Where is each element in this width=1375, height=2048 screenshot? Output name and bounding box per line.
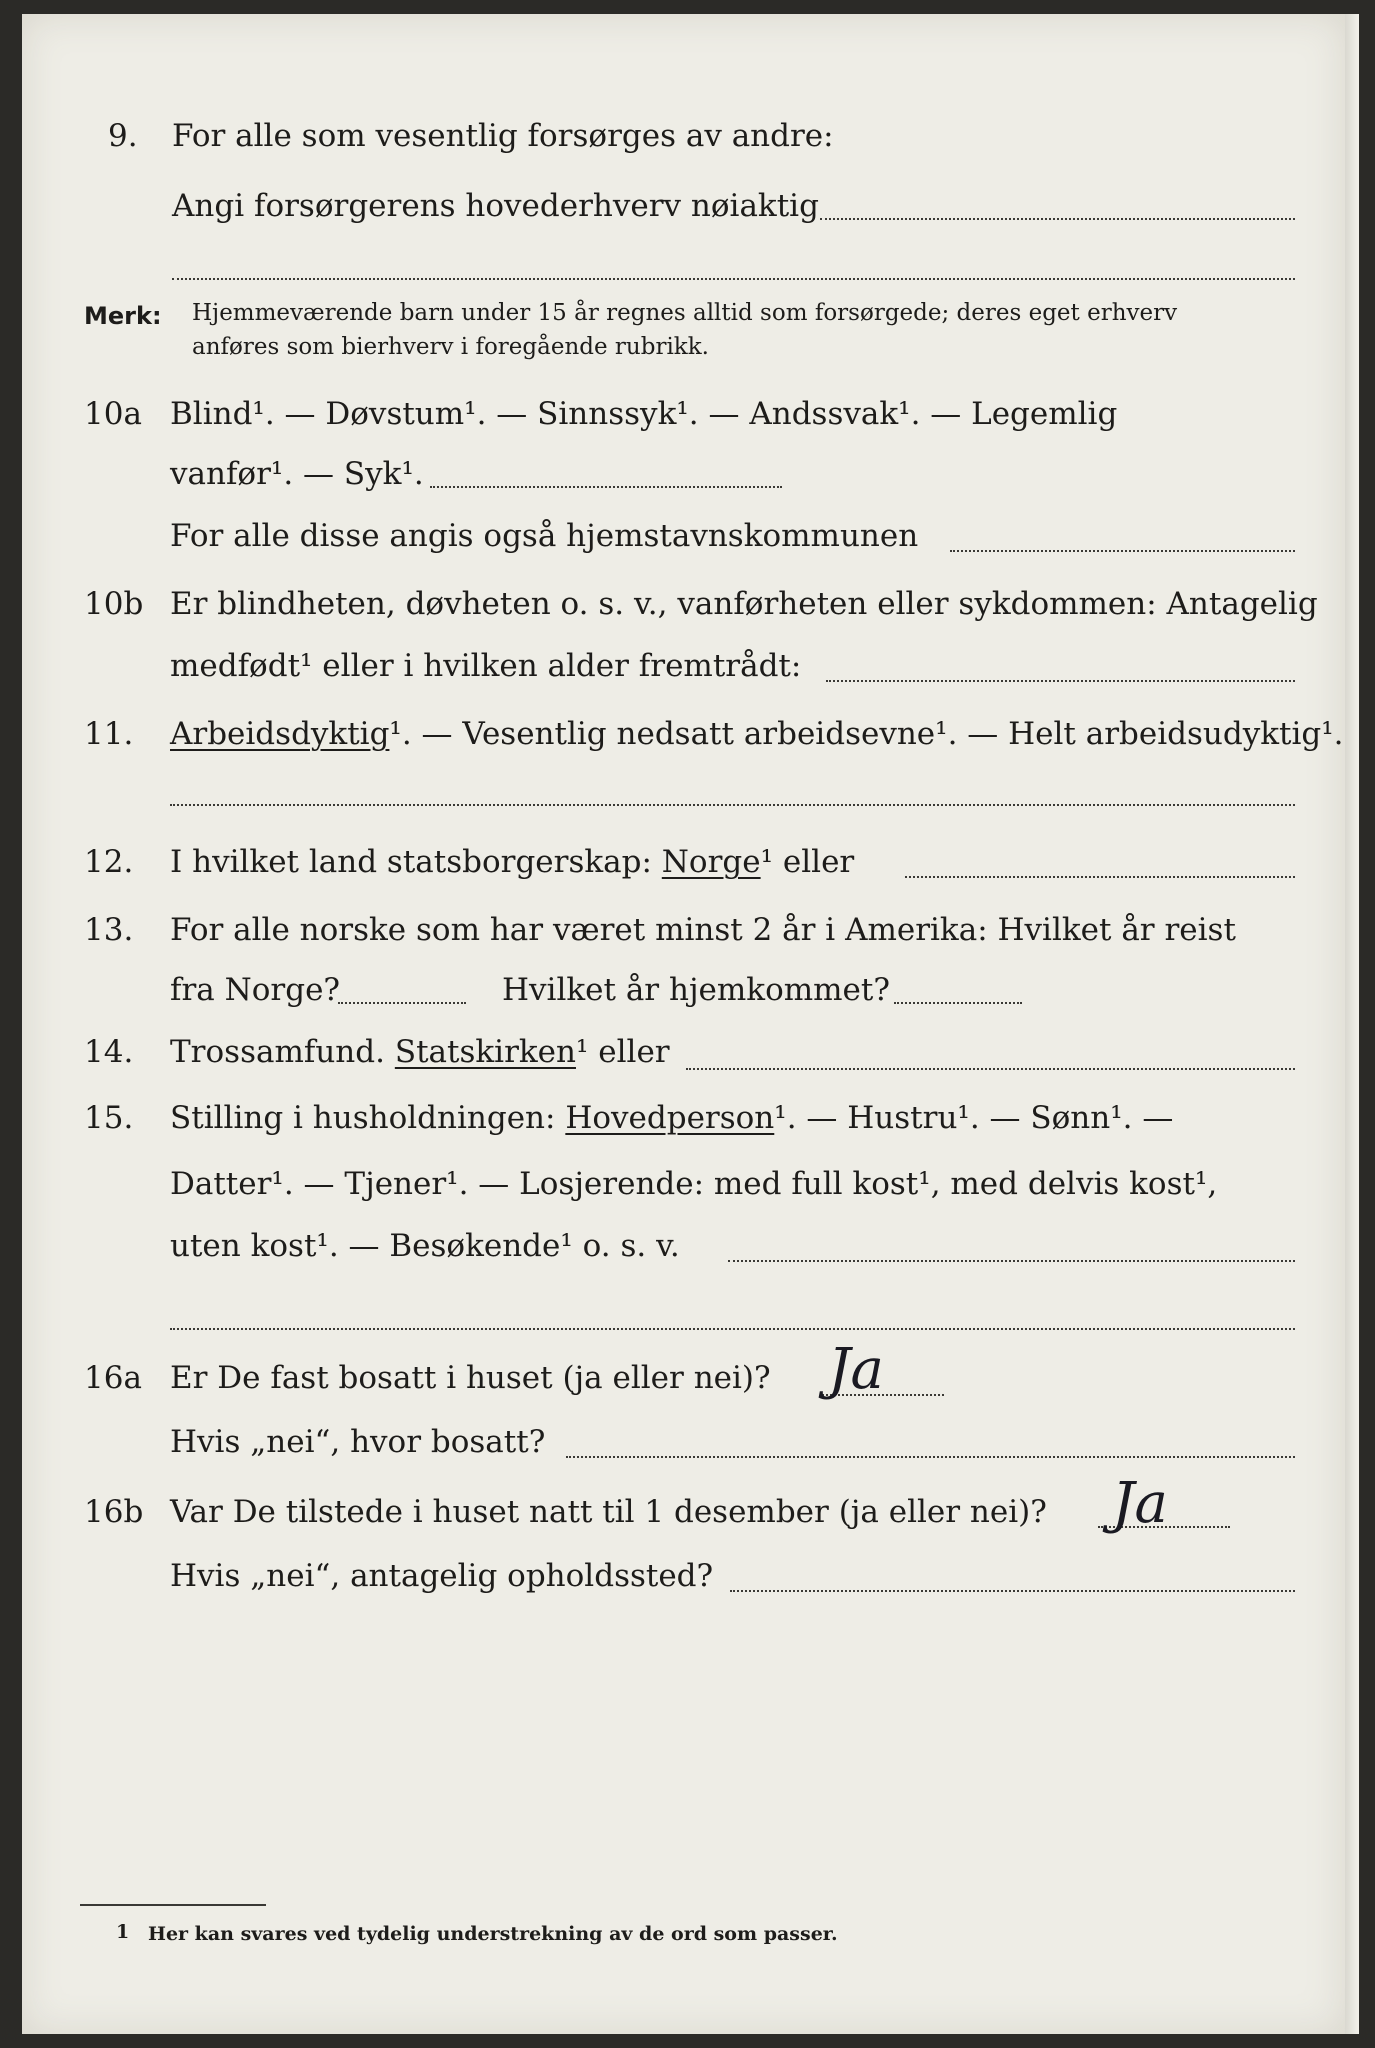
q10b-line2: medfødt¹ eller i hvilken alder fremtrådt: — [170, 648, 802, 684]
merk-label: Merk: — [84, 302, 162, 330]
q11-rest: ¹. — Vesentlig nedsatt arbeidsevne¹. — Helt arbeidsudyktig¹. — [389, 716, 1344, 752]
q10b-line1: Er blindheten, døvheten o. s. v., vanførheten eller sykdommen: Antagelig — [170, 586, 1318, 622]
q15-line1 — [170, 1100, 1173, 1136]
q14-pre: Trossamfund. — [170, 1034, 385, 1070]
q16a-line2: Hvis „nei“, hvor bosatt? — [170, 1424, 546, 1460]
q14-underlined: Statskirken — [394, 1034, 576, 1070]
q15-number: 15. — [84, 1100, 134, 1136]
q13-line1: For alle norske som har været minst 2 år i Amerika: Hvilket år reist — [170, 912, 1236, 948]
q11-underlined: Arbeidsdyktig — [170, 716, 390, 752]
merk-line1: Hjemmeværende barn under 15 år regnes alltid som forsørgede; deres eget erhverv — [192, 300, 1178, 326]
q11-answer-line[interactable] — [170, 804, 1295, 806]
q11-number: 11. — [84, 716, 134, 752]
q10b-number: 10b — [84, 586, 144, 622]
q10b-answer-line[interactable] — [826, 680, 1295, 682]
q12-answer-line[interactable] — [905, 876, 1295, 878]
q14-line — [170, 1034, 670, 1070]
q9-answer-line-2[interactable] — [172, 278, 1295, 280]
q16a-answer: Ja — [828, 1337, 884, 1402]
q16a-residence-line[interactable] — [566, 1456, 1295, 1458]
q15-underlined: Hovedperson — [565, 1100, 775, 1136]
q10a-answer-line[interactable] — [430, 486, 782, 488]
q16b-answer: Ja — [1112, 1471, 1168, 1536]
q10a-number: 10a — [84, 396, 142, 432]
q16b-whereabouts-line[interactable] — [730, 1590, 1295, 1592]
q10a-line2: vanfør¹. — Syk¹. — [170, 456, 424, 492]
q9-number: 9. — [108, 118, 138, 154]
q16a-number: 16a — [84, 1360, 142, 1396]
q13-line2b: Hvilket år hjemkommet? — [502, 972, 890, 1008]
q12-number: 12. — [84, 844, 134, 880]
q14-post: ¹ eller — [575, 1034, 670, 1070]
merk-line2: anføres som bierhverv i foregående rubrikk. — [192, 334, 709, 360]
q15-line3: uten kost¹. — Besøkende¹ o. s. v. — [170, 1228, 680, 1264]
q11-line1 — [170, 716, 1344, 752]
footnote-text: Her kan svares ved tydelig understrekning av de ord som passer. — [148, 1923, 838, 1945]
q12-pre: I hvilket land statsborgerskap: — [170, 844, 652, 880]
q12-line — [170, 844, 854, 880]
q10a-line3: For alle disse angis også hjemstavnskommunen — [170, 518, 919, 554]
q16a-line1: Er De fast bosatt i huset (ja eller nei)? — [170, 1360, 771, 1396]
q9-line1: For alle som vesentlig forsørges av andre: — [172, 118, 834, 154]
q10a-line1: Blind¹. — Døvstum¹. — Sinnssyk¹. — Andssvak¹. — Legemlig — [170, 396, 1118, 432]
q9-line2: Angi forsørgerens hovederhverv nøiaktig — [172, 188, 819, 224]
q16b-line2: Hvis „nei“, antagelig opholdssted? — [170, 1558, 714, 1594]
q16b-line1: Var De tilstede i huset natt til 1 desember (ja eller nei)? — [170, 1494, 1047, 1530]
q15-pre: Stilling i husholdningen: — [170, 1100, 556, 1136]
page-fold — [1345, 14, 1359, 2034]
q15-answer-line[interactable] — [728, 1260, 1295, 1262]
q13-number: 13. — [84, 912, 134, 948]
q15-line2: Datter¹. — Tjener¹. — Losjerende: med full kost¹, med delvis kost¹, — [170, 1166, 1218, 1202]
q14-answer-line[interactable] — [686, 1068, 1295, 1070]
q13-left-line[interactable] — [338, 1002, 466, 1004]
q13-returned-line[interactable] — [894, 1002, 1022, 1004]
q13-line2a: fra Norge? — [170, 972, 341, 1008]
q15-answer-line-2[interactable] — [170, 1328, 1295, 1330]
footnote-mark: 1 — [116, 1921, 130, 1943]
q12-underlined: Norge — [661, 844, 761, 880]
q12-post: ¹ eller — [760, 844, 855, 880]
footnote-rule — [80, 1904, 266, 1906]
q10a-hometown-line[interactable] — [950, 550, 1295, 552]
q9-answer-line[interactable] — [820, 218, 1295, 220]
q14-number: 14. — [84, 1034, 134, 1070]
q15-post: ¹. — Hustru¹. — Sønn¹. — — [774, 1100, 1174, 1136]
q16b-number: 16b — [84, 1494, 144, 1530]
